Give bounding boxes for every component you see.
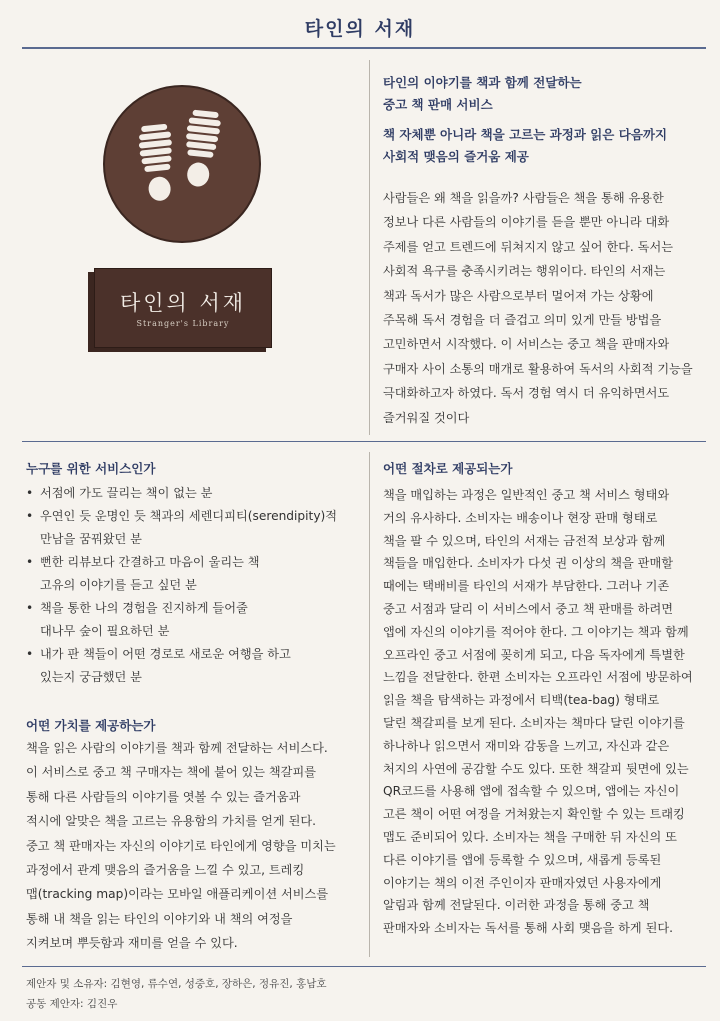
list-item: • 우연인 듯 운명인 듯 책과의 세렌디피티(serendipity)적 만남을 꿈꿔왔던 분 [26, 509, 338, 546]
who-bullet-list [26, 482, 356, 689]
title-rule [22, 47, 706, 49]
process-section-title: 어떤 절차로 제공되는가 [383, 461, 513, 476]
intro-paragraph: 사람들은 왜 책을 읽을까? 사람들은 책을 통해 유용한 정보나 다른 사람들의 이야기를 듣을 뿐만 아니라 대화 주제를 얻고 트렌드에 뒤쳐지지 않고 싶어 한다. 독서는 사회적 욕구를 충족시키려는 행위이다. 타인의 서재는 책과 독서가 많은 사람으로부터 멀어져 가는 상황에 주목해 독서 경험을 더 즐겁고 의미 있게 만들 방법을 고민하면서 시작했다. 이 서비스는 중고 책을 판매자와 구매자 사이 소통의 매개로 활용하여 독서의 사회적 기능을 극대화하고자 하였다. 독서 경험 역시 더 유익하면서도 즐거워질 것이다 [383, 191, 693, 425]
list-item: • 서점에 가도 끌리는 책이 없는 분 [26, 486, 213, 500]
list-item: • 책을 통한 나의 경험을 진지하게 들어줄 대나무 숲이 필요하던 분 [26, 601, 248, 638]
value-paragraph: 책을 읽은 사람의 이야기를 책과 함께 전달하는 서비스다. 이 서비스로 중고 책 구매자는 책에 붙어 있는 책갈피를 통해 다른 사람들의 이야기를 엿볼 수 있는 즐거움과 적시에 알맞은 책을 고르는 유용함의 가치를 얻게 된다. 중고 책 판매자는 자신의 이야기로 타인에게 영향을 미치는 과정에서 관계 맺음의 즐거움을 느낄 수 있고, 트레킹 맵(tracking map)이라는 모바일 애플리케이션 서비스를 통해 내 책을 읽는 타인의 이야기와 내 책의 여정을 지켜보며 뿌듯함과 재미를 얻을 수 있다. [26, 741, 336, 951]
logo-plate [94, 268, 272, 348]
page-title: 타인의 서재 [304, 18, 416, 40]
footprints-logo [103, 85, 261, 243]
list-item: • 뻔한 리뷰보다 간결하고 마음이 울리는 책 고유의 이야기를 듣고 싶던 분 [26, 555, 260, 592]
logo-title: 타인의 서재 [119, 291, 247, 315]
section-rule [22, 441, 706, 442]
list-item: • 내가 판 책들이 어떤 경로로 새로운 여행을 하고 있는지 궁금했던 분 [26, 647, 291, 684]
footer-rule [22, 966, 706, 967]
column-divider-top [369, 60, 370, 435]
co-proposer: 공동 제안자: 김진우 [26, 998, 118, 1010]
intro-headline-2: 책 자체뿐 아니라 책을 고르는 과정과 읽은 다음까지 사회적 맺음의 즐거움 제공 [383, 127, 668, 164]
logo-subtitle: Stranger's Library [136, 319, 230, 328]
process-paragraph: 책을 매입하는 과정은 일반적인 중고 책 서비스 형태와 거의 유사하다. 소비자는 배송이나 현장 판매 형태로 책을 팔 수 있으며, 타인의 서재는 금전적 보상과 함께 책들을 매입한다. 소비자가 다섯 권 이상의 책을 판매할 때에는 택배비를 타인의 서재가 부담한다. 그러나 기존 중고 서점과 달리 이 서비스에서 중고 책 판매를 하려면 앱에 자신의 이야기를 적어야 한다. 그 이야기는 책과 함께 오프라인 중고 서점에 꽂히게 되고, 다음 독자에게 특별한 느낌을 전달한다. 한편 소비자는 오프라인 서점에 방문하여 읽을 책을 탐색하는 과정에서 티백(tea-bag) 형태로 달린 책갈피를 보게 된다. 소비자는 책마다 달린 이야기를 하나하나 읽으면서 재미와 감동을 느끼고, 자신과 같은 처지의 사연에 공감할 수도 있다. 또한 책갈피 뒷면에 있는 QR코드를 사용해 앱에 접속할 수 있으며, 앱에는 자신이 고른 책이 어떤 여정을 거쳐왔는지 확인할 수 있는 트래킹 맵도 준비되어 있다. 소비자는 책을 구매한 뒤 자신의 또 다른 이야기를 앱에 등록할 수 있으며, 새롭게 등록된 이야기는 책의 이전 주인이자 판매자였던 사용자에게 알림과 함께 전달된다. 이러한 과정을 통해 중고 책 판매자와 소비자는 독서를 통해 사회 맺음을 하게 된다. [383, 488, 693, 936]
intro-headline-1: 타인의 이야기를 책과 함께 전달하는 중고 책 판매 서비스 [383, 75, 582, 112]
who-section-title: 누구를 위한 서비스인가 [26, 461, 156, 476]
proposers: 제안자 및 소유자: 김현영, 류수연, 성중호, 장하은, 정유진, 홍남호 [26, 978, 327, 990]
value-section-title: 어떤 가치를 제공하는가 [26, 718, 156, 733]
column-divider-bottom [369, 452, 370, 957]
footprints-icon [105, 87, 259, 241]
